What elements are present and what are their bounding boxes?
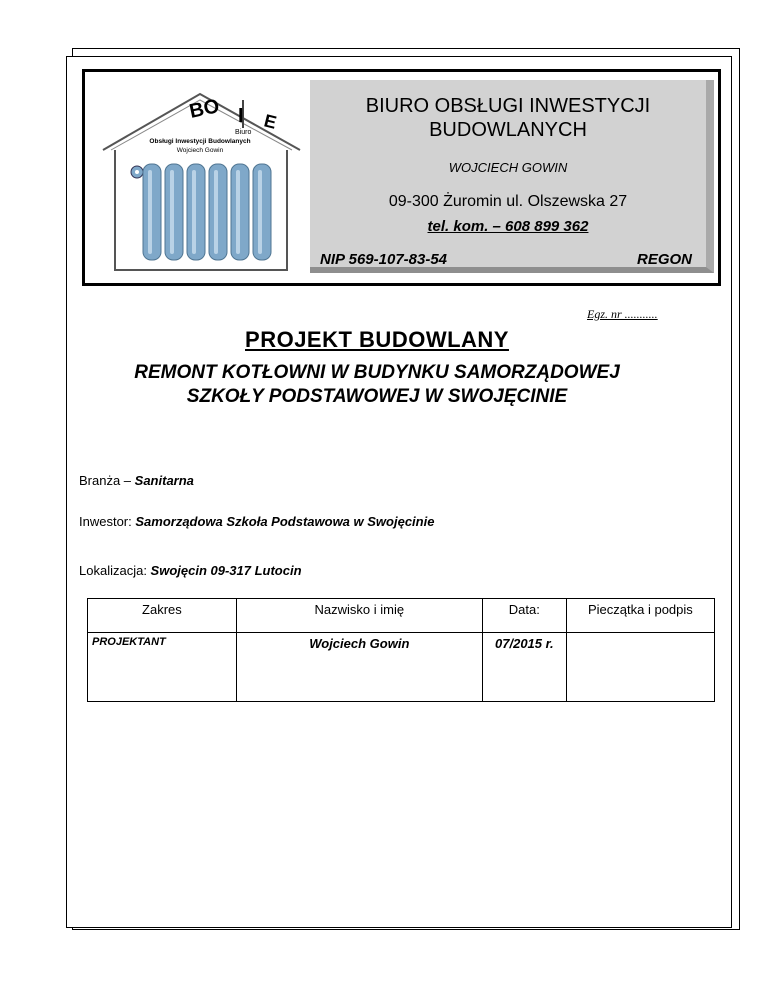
company-nip: NIP 569-107-83-54	[320, 251, 448, 268]
header-box	[82, 69, 721, 286]
table-row	[88, 633, 715, 702]
header-stamp: Pieczątka i podpis	[566, 599, 714, 633]
document-title: PROJEKT BUDOWLANY	[245, 327, 509, 352]
table-header-row	[88, 599, 715, 633]
logo-i-text: I	[238, 105, 244, 127]
logo-line2: Obsługi Inwestycji Budowlanych	[149, 138, 251, 145]
investor-field	[79, 514, 434, 529]
branch-value: Sanitarna	[134, 473, 194, 488]
logo-line3: Wojciech Gowin	[176, 147, 224, 154]
header-date: Data:	[482, 599, 566, 633]
branch-field	[79, 473, 194, 488]
company-address: 09-300 Żuromin ul. Olszewska 27	[388, 193, 628, 210]
company-name: BIURO OBSŁUGI INWESTYCJI BUDOWLANYCH	[365, 95, 651, 141]
logo-e-text: E	[262, 110, 279, 133]
subtitle-text: REMONT KOTŁOWNI W BUDYNKU SAMORZĄDOWEJ SZKOŁY PODSTAWOWEJ W SWOJĘCINIE	[134, 362, 620, 407]
investor-value: Samorządowa Szkoła Podstawowa w Swojęcinie	[135, 514, 435, 529]
location-field	[79, 563, 302, 578]
header-name: Nazwisko i imię	[236, 599, 482, 633]
company-regon: REGON	[636, 251, 692, 268]
cell-date: 07/2015 r.	[482, 633, 566, 702]
location-value: Swojęcin 09-317 Lutocin	[150, 563, 302, 578]
header-scope: Zakres	[88, 599, 237, 633]
company-info-panel	[310, 80, 714, 273]
logo-bo-text: BO	[187, 95, 222, 123]
document-subtitle	[67, 361, 687, 409]
cell-role: PROJEKTANT	[88, 633, 237, 702]
branch-label: Branża –	[79, 473, 135, 488]
company-phone: tel. kom. – 608 899 362	[427, 218, 589, 235]
investor-label: Inwestor:	[79, 514, 136, 529]
company-logo	[95, 80, 305, 274]
location-label: Lokalizacja:	[79, 563, 151, 578]
document-page	[66, 56, 732, 928]
cell-stamp	[566, 633, 714, 702]
copy-number: Egz. nr ...........	[587, 307, 658, 321]
radiator-house-icon	[95, 80, 305, 274]
company-owner: WOJCIECH GOWIN	[448, 160, 568, 175]
cell-name: Wojciech Gowin	[236, 633, 482, 702]
logo-line1: Biuro	[235, 129, 252, 136]
signature-table	[87, 598, 715, 702]
